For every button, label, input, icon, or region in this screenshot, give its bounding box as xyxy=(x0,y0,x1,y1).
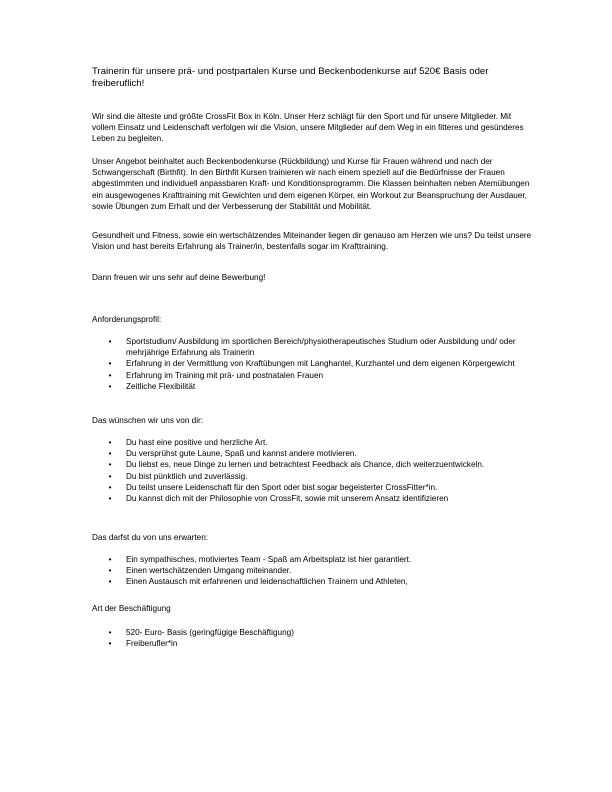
bullet-icon: • xyxy=(108,359,112,369)
section-heading-employment-type: Art der Beschäftigung xyxy=(92,604,171,613)
list-item: • Du versprühst gute Laune, Spaß und kannst andere motivieren. xyxy=(92,448,532,459)
list-item: • Sportstudium/ Ausbildung im sportlichen Bereich/physiotherapeutisches Studium oder Ausbildung und/ oder mehrjährige Erfahrung als Trainerin xyxy=(92,336,532,358)
list-item: • Zeitliche Flexibilität xyxy=(92,381,532,392)
list-item: • Du hast eine positive und herzliche Art. xyxy=(92,437,532,448)
bullet-icon: • xyxy=(108,460,112,470)
list-item: • Du liebst es, neue Dinge zu lernen und betrachtest Feedback als Chance, dich weiterzuentwickeln. xyxy=(92,459,532,470)
wishes-list xyxy=(92,437,532,504)
offer-paragraph: Unser Angebot beinhaltet auch Beckenbodenkurse (Rückbildung) und Kurse für Frauen während und nach der Schwangerschaft (Birthfit). In den Birthfit Kursen trainieren wir nach einem speziell auf die Bedürfnisse der Frauen abgestimmten und individuell anpassbaren Kraft- und Konditionsprogramm. Die Klassen beinhalten neben Atemübungen ein ausgewogenes Krafttraining mit Gewichten und dem eigenen Körper, ein Workout zur Beanspruchung der Ausdauer, sowie Übungen zum Erhalt und der Verbesserung der Stabilität und Mobilität. xyxy=(92,157,530,211)
section-heading-offerings: Das darfst du von uns erwarten: xyxy=(92,533,209,542)
list-item: • Erfahrung in der Vermittlung von Kraftübungen mit Langhantel, Kurzhantel und dem eigenen Körpergewicht xyxy=(92,358,532,369)
bullet-icon: • xyxy=(108,494,112,504)
job-title: Trainerin für unsere prä- und postpartalen Kurse und Beckenbodenkurse auf 520€ Basis oder freiberuflich! xyxy=(92,66,489,89)
intro-paragraph: Wir sind die älteste und größte CrossFit Box in Köln. Unser Herz schlägt für den Sport und für unsere Mitglieder. Mit vollem Einsatz und Leidenschaft verfolgen wir die Vision, unsere Mitglieder auf dem Weg in ein fitteres und gesünderes Leben zu begleiten. xyxy=(92,112,524,144)
bullet-icon: • xyxy=(108,381,112,391)
vision-paragraph: Gesundheit und Fitness, sowie ein wertschätzendes Miteinander liegen dir genauso am Herzen wie uns? Du teilst unsere Vision und hast bereits Erfahrung als Trainer/in, bestenfalls sogar im Krafttraining. xyxy=(92,231,532,252)
section-heading-requirements: Anforderungsprofil: xyxy=(92,315,162,324)
list-item: • Einen Austausch mit erfahrenen und leidenschaftlichen Trainern und Athleten, xyxy=(92,576,532,587)
bullet-icon: • xyxy=(108,577,112,587)
offerings-list xyxy=(92,554,532,588)
list-item: • Ein sympathisches, motiviertes Team - Spaß am Arbeitsplatz ist hier garantiert. xyxy=(92,554,532,565)
employment-type-list xyxy=(92,627,532,649)
list-item: • Freiberufler*in xyxy=(92,638,532,649)
bullet-icon: • xyxy=(108,370,112,380)
closing-paragraph: Dann freuen wir uns sehr auf deine Bewerbung! xyxy=(92,273,266,282)
bullet-icon: • xyxy=(108,438,112,447)
bullet-icon: • xyxy=(108,449,112,459)
bullet-icon: • xyxy=(108,471,112,481)
bullet-icon: • xyxy=(108,337,112,346)
bullet-icon: • xyxy=(108,639,112,649)
list-item: • Du kannst dich mit der Philosophie von CrossFit, sowie mit unserem Ansatz identifizieren xyxy=(92,493,532,504)
bullet-icon: • xyxy=(108,555,112,564)
bullet-icon: • xyxy=(108,566,112,576)
list-item: • 520- Euro- Basis (geringfügige Beschäftigung) xyxy=(92,627,532,638)
bullet-icon: • xyxy=(108,482,112,492)
list-item: • Einen wertschätzenden Umgang miteinander. xyxy=(92,565,532,576)
requirements-list xyxy=(92,336,532,392)
bullet-icon: • xyxy=(108,628,112,637)
list-item: • Erfahrung im Training mit prä- und postnatalen Frauen xyxy=(92,370,532,381)
list-item: • Du teilst unsere Leidenschaft für den Sport oder bist sogar begeisterter CrossFitter*in. xyxy=(92,482,532,493)
list-item: • Du bist pünktlich und zuverlässig. xyxy=(92,471,532,482)
section-heading-wishes: Das wünschen wir uns von dir: xyxy=(92,416,204,425)
